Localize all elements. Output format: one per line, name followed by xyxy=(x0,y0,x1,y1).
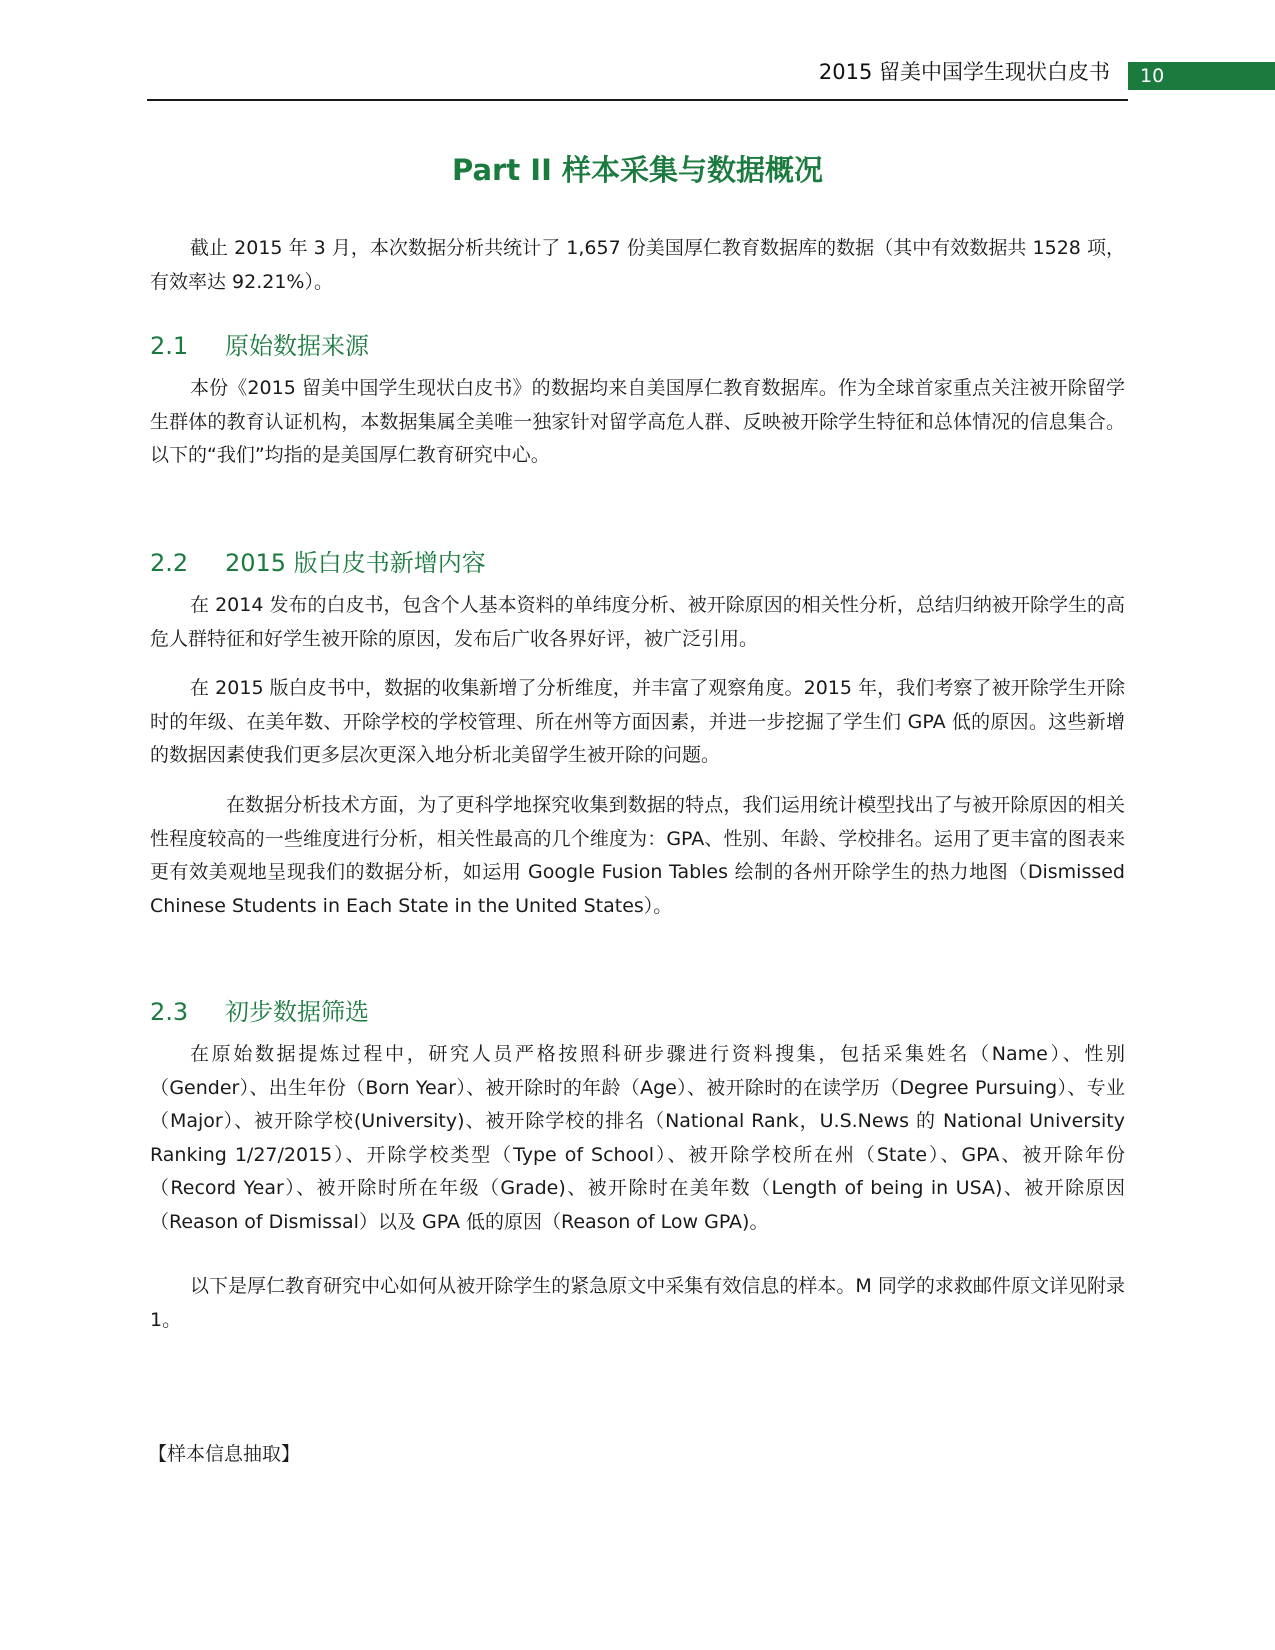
section-number: 2.2 xyxy=(150,549,189,577)
section-heading-2-2 xyxy=(150,546,1125,580)
section-title: 原始数据来源 xyxy=(225,332,369,360)
section-heading-2-3 xyxy=(150,995,1125,1029)
running-header-title: 2015 留美中国学生现状白皮书 xyxy=(818,60,1110,84)
section-2-1-paragraph-1: 本份《2015 留美中国学生现状白皮书》的数据均来自美国厚仁教育数据库。作为全球首家重点关注被开除留学生群体的教育认证机构，本数据集属全美唯一独家针对留学高危人群、反映被开除学生特征和总体情况的信息集合。以下的“我们”均指的是美国厚仁教育研究中心。 xyxy=(150,377,1125,466)
section-title: 初步数据筛选 xyxy=(225,998,369,1026)
section-2-2-paragraph-3: 在数据分析技术方面，为了更科学地探究收集到数据的特点，我们运用统计模型找出了与被开除原因的相关性程度较高的一些维度进行分析，相关性最高的几个维度为：GPA、性别、年龄、学校排名。运用了更丰富的图表来更有效美观地呈现我们的数据分析，如运用 Google Fusion Tables 绘制的各州开除学生的热力地图（Dismissed Chinese Students in Each State in the United States）。 xyxy=(150,794,1125,917)
page-number-badge: 10 xyxy=(1128,62,1275,90)
header-rule xyxy=(147,99,1128,101)
section-2-2-paragraph-1: 在 2014 发布的白皮书，包含个人基本资料的单纬度分析、被开除原因的相关性分析，总结归纳被开除学生的高危人群特征和好学生被开除的原因，发布后广收各界好评，被广泛引用。 xyxy=(150,594,1125,650)
intro-paragraph: 截止 2015 年 3 月，本次数据分析共统计了 1,657 份美国厚仁教育数据库的数据（其中有效数据共 1528 项，有效率达 92.21%）。 xyxy=(150,237,1125,293)
part-title: Part II 样本采集与数据概况 xyxy=(452,153,823,187)
section-title: 2015 版白皮书新增内容 xyxy=(225,549,486,577)
sample-info-label: 【样本信息抽取】 xyxy=(148,1443,301,1465)
section-2-3-paragraph-1: 在原始数据提炼过程中，研究人员严格按照科研步骤进行资料搜集，包括采集姓名（Name）、性别（Gender）、出生年份（Born Year）、被开除时的年龄（Age）、被开除时的在读学历（Degree Pursuing）、专业（Major）、被开除学校(University)、被开除学校的排名（National Rank，U.S.News 的 National University Ranking 1/27/2015）、开除学校类型（Type of School）、被开除学校所在州（State）、GPA、被开除年份（Record Year）、被开除时所在年级（Grade)、被开除时在美年数（Length of being in USA)、被开除原因（Reason of Dismissal）以及 GPA 低的原因（Reason of Low GPA)。 xyxy=(150,1043,1125,1233)
section-heading-2-1 xyxy=(150,329,1125,363)
section-2-3-paragraph-2: 以下是厚仁教育研究中心如何从被开除学生的紧急原文中采集有效信息的样本。M 同学的求救邮件原文详见附录 1。 xyxy=(150,1275,1125,1331)
section-2-2-paragraph-2: 在 2015 版白皮书中，数据的收集新增了分析维度，并丰富了观察角度。2015 年，我们考察了被开除学生开除时的年级、在美年数、开除学校的学校管理、所在州等方面因素，并进一步挖掘了学生们 GPA 低的原因。这些新增的数据因素使我们更多层次更深入地分析北美留学生被开除的问题。 xyxy=(150,677,1125,766)
section-number: 2.3 xyxy=(150,998,189,1026)
section-number: 2.1 xyxy=(150,332,189,360)
